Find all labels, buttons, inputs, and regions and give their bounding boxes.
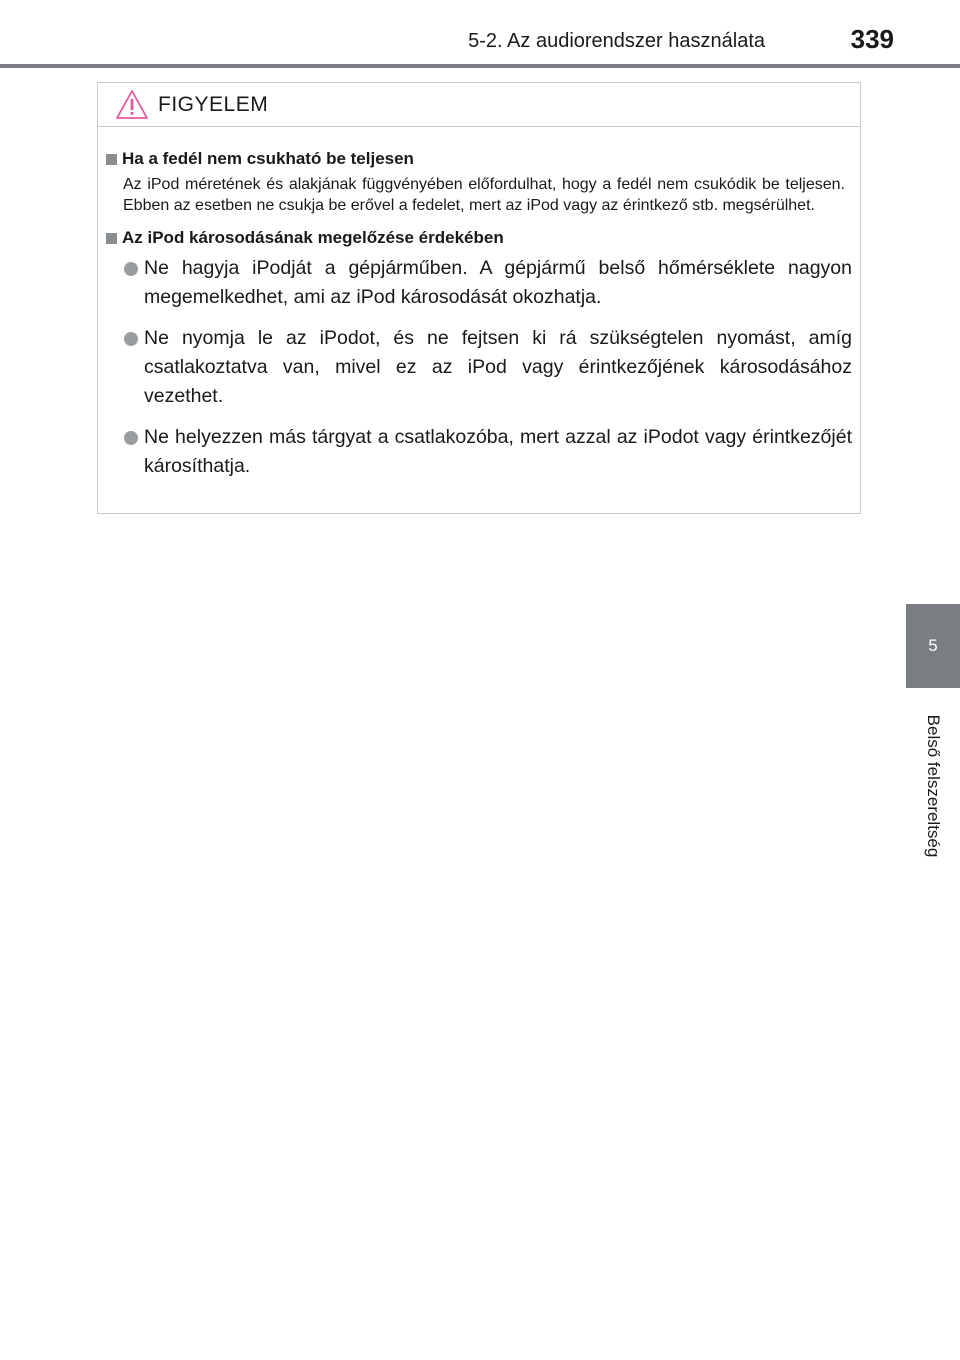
chapter-number: 5 [928,636,938,655]
warning-box [97,82,861,514]
section-paragraph: Az iPod méretének és alakjának függvényében előfordulhat, hogy a fedél nem csukódik be teljesen. Ebben az esetben ne csukja be erővel a fedelet, mert az iPod vagy az érintkező stb. megsérülhet. [123,176,845,214]
circle-bullet-icon [124,431,138,445]
section-heading [106,149,852,169]
warning-title: FIGYELEM [158,93,269,116]
square-bullet-icon [106,154,117,165]
circle-bullet-icon [124,262,138,276]
circle-bullet-icon [124,332,138,346]
list-item-text: Ne nyomja le az iPodot, és ne fejtsen ki rá szükségtelen nyomást, amíg csatlakoztatva van, mivel ez az iPod vagy érintkezőjének károsodásához vezethet. [144,327,852,407]
list-item-text: Ne helyezzen más tárgyat a csatlakozóba, mert azzal az iPodot vagy érintkezőjét károsíthatja. [144,426,852,477]
header-rule [0,64,960,68]
warning-body [98,127,860,481]
list-item [144,324,852,411]
section-heading-text: Ha a fedél nem csukható be teljesen [122,149,414,168]
warning-triangle-icon [115,89,149,120]
section-heading-text: Az iPod károsodásának megelőzése érdekében [122,228,504,247]
warning-header [98,83,860,127]
chapter-tab [906,604,960,688]
list-item [144,423,852,481]
section-title: 5-2. Az audiorendszer használata [468,30,765,52]
page-number: 339 [850,24,894,54]
list-item [144,254,852,312]
section-heading [106,228,852,248]
chapter-label: Belső felszereltség [924,714,943,858]
list-item-text: Ne hagyja iPodját a gépjárműben. A gépjármű belső hőmérséklete nagyon megemelkedhet, ami az iPod károsodását okozhatja. [144,257,852,308]
square-bullet-icon [106,233,117,244]
page-header [0,0,960,70]
